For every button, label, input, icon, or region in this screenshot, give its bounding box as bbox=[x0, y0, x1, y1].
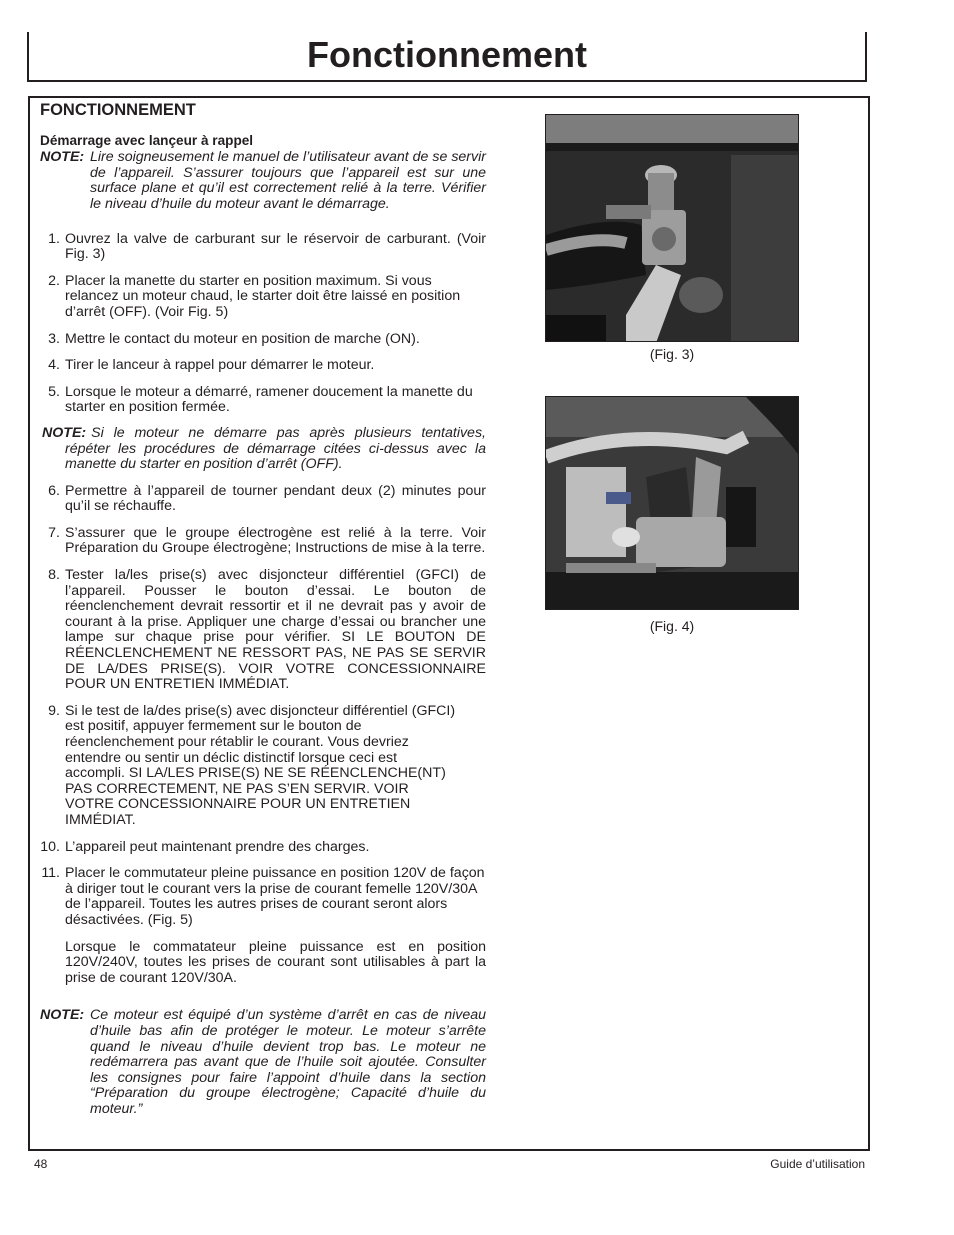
step-text: Mettre le contact du moteur en position de marche (ON). bbox=[65, 330, 420, 347]
page-title: Fonctionnement bbox=[307, 34, 587, 75]
step-number: 11. bbox=[41, 865, 60, 882]
figure-3-caption: (Fig. 3) bbox=[649, 346, 695, 362]
step-text: Placer le commutateur pleine puissance en position 120V de façon à diriger tout le courant vers la prise de courant femelle 120V/30A de l’appareil. Toutes les autres prises de courant seront alors désactivées. (Fig. 5) bbox=[65, 865, 485, 928]
section-title: FONCTIONNEMENT bbox=[40, 101, 196, 119]
note-text: Si le moteur ne démarre pas après plusieurs tentatives, répéter les procédures de démarrage citées ci-dessus avec la manette du starter en position d’arrêt (OFF). bbox=[65, 424, 486, 473]
step-number: 4. bbox=[48, 357, 60, 374]
note-label: NOTE: bbox=[42, 424, 87, 441]
step-text: Permettre à l’appareil de tourner pendant deux (2) minutes pour qu’il se réchauffe. bbox=[65, 482, 486, 515]
steps-list-a bbox=[40, 232, 486, 416]
footer-guide-title: Guide d’utilisation bbox=[770, 1157, 865, 1171]
step-number: 8. bbox=[48, 567, 60, 584]
page-number: 48 bbox=[34, 1157, 48, 1171]
step-number: 6. bbox=[48, 482, 60, 499]
list-item bbox=[40, 332, 486, 348]
step-number: 7. bbox=[48, 524, 60, 541]
list-item bbox=[40, 526, 486, 557]
note-1 bbox=[40, 150, 486, 212]
page-header bbox=[27, 32, 867, 82]
list-item bbox=[40, 385, 486, 416]
step-text: S’assurer que le groupe électrogène est relié à la terre. Voir Préparation du Groupe électrogène; Instructions de mise à la terre. bbox=[65, 524, 486, 557]
step-text: Placer la manette du starter en position maximum. Si vous relancez un moteur chaud, le starter doit être laissé en position d’arrêt (OFF). (Voir Fig. 5) bbox=[65, 272, 461, 320]
step-number: 5. bbox=[48, 383, 60, 400]
figure-4-photo bbox=[545, 396, 799, 610]
subsection-title: Démarrage avec lançeur à rappel bbox=[40, 132, 254, 148]
step-11-continuation: Lorsque le commatateur pleine puissance est en position 120V/240V, toutes les prises de courant sont utilisables à part la prise de courant 120V/30A. bbox=[65, 938, 486, 986]
steps-list-b bbox=[40, 484, 486, 929]
figure-3-photo bbox=[545, 114, 799, 342]
note-2 bbox=[40, 426, 486, 473]
step-text: L’appareil peut maintenant prendre des charges. bbox=[65, 838, 370, 855]
list-item bbox=[40, 866, 486, 928]
step-number: 9. bbox=[48, 702, 60, 719]
step-number: 3. bbox=[48, 330, 60, 347]
step-number: 2. bbox=[48, 272, 60, 289]
step-text: Lorsque le moteur a démarré, ramener doucement la manette du starter en position fermée. bbox=[65, 383, 473, 416]
note-text: Ce moteur est équipé d’un système d’arrêt en cas de niveau d’huile bas afin de protéger le moteur. Le moteur s’arrête quand le niveau d’huile devient trop bas. Le moteur ne redémarrera pas avant que de l’huile soit ajoutée. Consulter les consignes pour faire l’appoint d’huile dans la section “Préparation du groupe électrogène; Capacité d’huile du moteur.” bbox=[90, 1007, 486, 1117]
step-text: Si le test de la/des prise(s) avec disjoncteur différentiel (GFCI) est positif, appuyer fermement sur le bouton de réenclenchement pour rétablir le courant. Vous devriez entendre ou sentir un déclic distinctif lorsque ceci est accompli. SI LA/LES PRISE(S) NE SE RÉENCLENCHE(NT) PAS CORRECTEMENT, NE PAS S’EN SERVIR. VOIR VOTRE CONCESSIONNAIRE POUR UN ENTRETIEN IMMÉDIAT. bbox=[65, 702, 456, 828]
list-item bbox=[40, 840, 486, 856]
step-text: Tirer le lanceur à rappel pour démarrer le moteur. bbox=[65, 357, 375, 374]
list-item bbox=[40, 232, 486, 263]
note-text: Lire soigneusement le manuel de l’utilisateur avant de se servir de l’appareil. S’assurer toujours que l’appareil est sur une surface plane et qu’il est correctement relié à la terre. Vérifier le niveau d’huile du moteur avant le démarrage. bbox=[90, 149, 486, 212]
note-label: NOTE: bbox=[40, 149, 85, 166]
fuel-valve-photo bbox=[546, 115, 799, 342]
step-number: 1. bbox=[48, 230, 60, 247]
note-label: NOTE: bbox=[40, 1007, 85, 1024]
list-item bbox=[40, 704, 486, 829]
choke-lever-photo bbox=[546, 397, 799, 610]
list-item bbox=[40, 568, 486, 693]
list-item bbox=[40, 274, 486, 321]
step-text: Ouvrez la valve de carburant sur le réservoir de carburant. (Voir Fig. 3) bbox=[65, 230, 486, 263]
list-item bbox=[40, 484, 486, 515]
step-text: Tester la/les prise(s) avec disjoncteur différentiel (GFCI) de l’appareil. Pousser le bouton d’essai. Le bouton de réenclenchement devrait ressortir et il ne devrait pas y avoir de courant à la prise. Appliquer une charge d’essai ou brancher une lampe sur chaque prise pour vérifier. SI LE BOUTON DE RÉENCLENCHEMENT NE RESSORT PAS, NE PAS SE SERVIR DE LA/DES PRISE(S). VOIR VOTRE CONCESSIONNAIRE POUR UN ENTRETIEN IMMÉDIAT. bbox=[65, 567, 486, 693]
figure-4-caption: (Fig. 4) bbox=[649, 618, 695, 634]
step-number: 10. bbox=[40, 838, 60, 855]
list-item bbox=[40, 358, 486, 374]
text-column bbox=[40, 103, 486, 1117]
note-3 bbox=[40, 1008, 486, 1117]
